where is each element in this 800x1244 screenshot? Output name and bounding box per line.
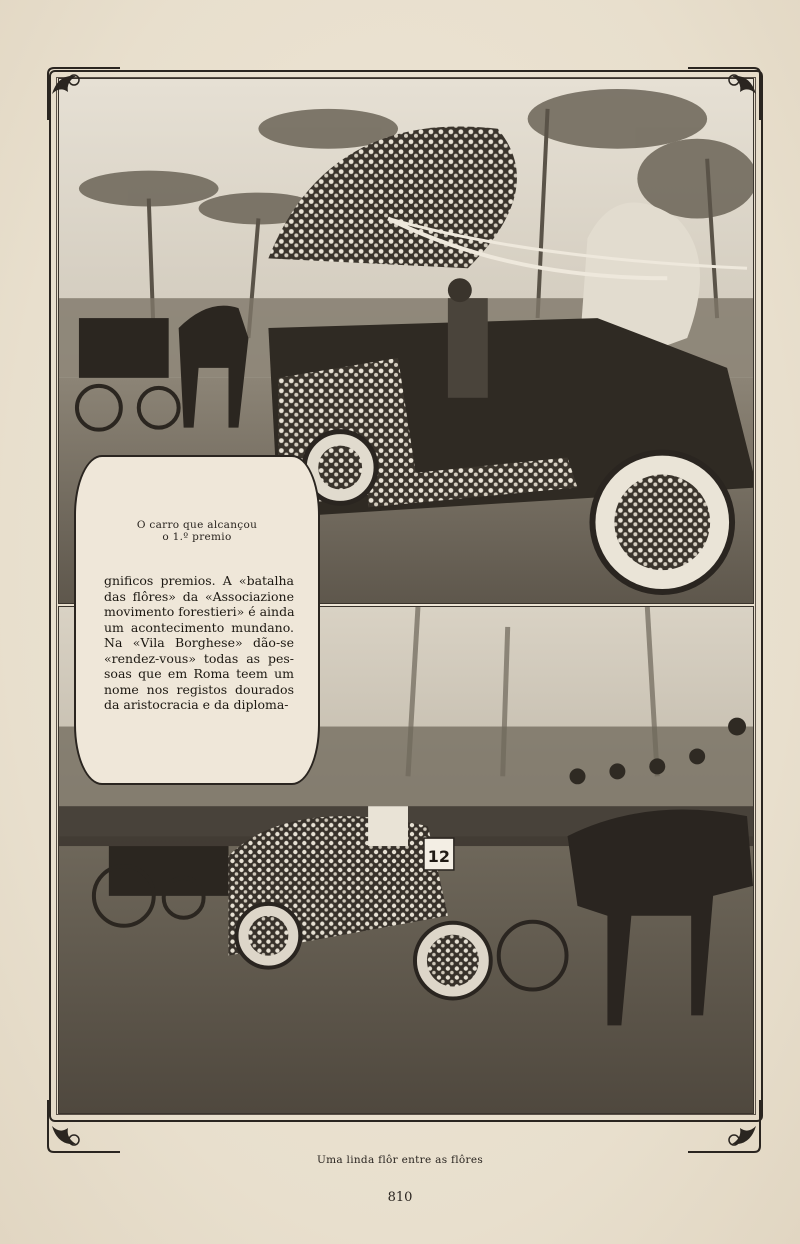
article-line: Na «Vila Borghese» dão-se xyxy=(104,635,294,650)
carriage-number-badge: 12 xyxy=(427,847,451,866)
article-line: gnificos premios. A «batalha xyxy=(104,573,294,588)
article-line: um acontecimento mundano. xyxy=(104,619,294,635)
article-line: movimento forestieri» é ainda xyxy=(104,604,295,619)
article-line: das flôres» da «Associazione xyxy=(104,588,294,604)
page-number: 810 xyxy=(387,1190,413,1205)
corner-ornament-bottom-right-icon xyxy=(684,1096,764,1156)
article-line: «rendez-vous» todas as pes- xyxy=(104,650,294,666)
top-caption-line2: o 1.º premio xyxy=(162,531,232,543)
bottom-photo-caption: Uma linda flôr entre as flôres xyxy=(316,1154,484,1166)
top-photo-caption xyxy=(76,519,318,543)
corner-ornament-top-right-icon xyxy=(684,64,764,124)
corner-ornament-top-left-icon xyxy=(44,64,124,124)
article-text-panel xyxy=(74,455,320,785)
corner-ornament-bottom-left-icon xyxy=(44,1096,124,1156)
top-caption-line1: O carro que alcançou xyxy=(136,519,258,531)
article-line: soas que em Roma teem um xyxy=(104,666,294,681)
article-line: da aristocracia e da diploma- xyxy=(104,697,289,712)
article-body xyxy=(104,573,294,713)
article-line: nome nos registos dourados xyxy=(104,681,294,697)
